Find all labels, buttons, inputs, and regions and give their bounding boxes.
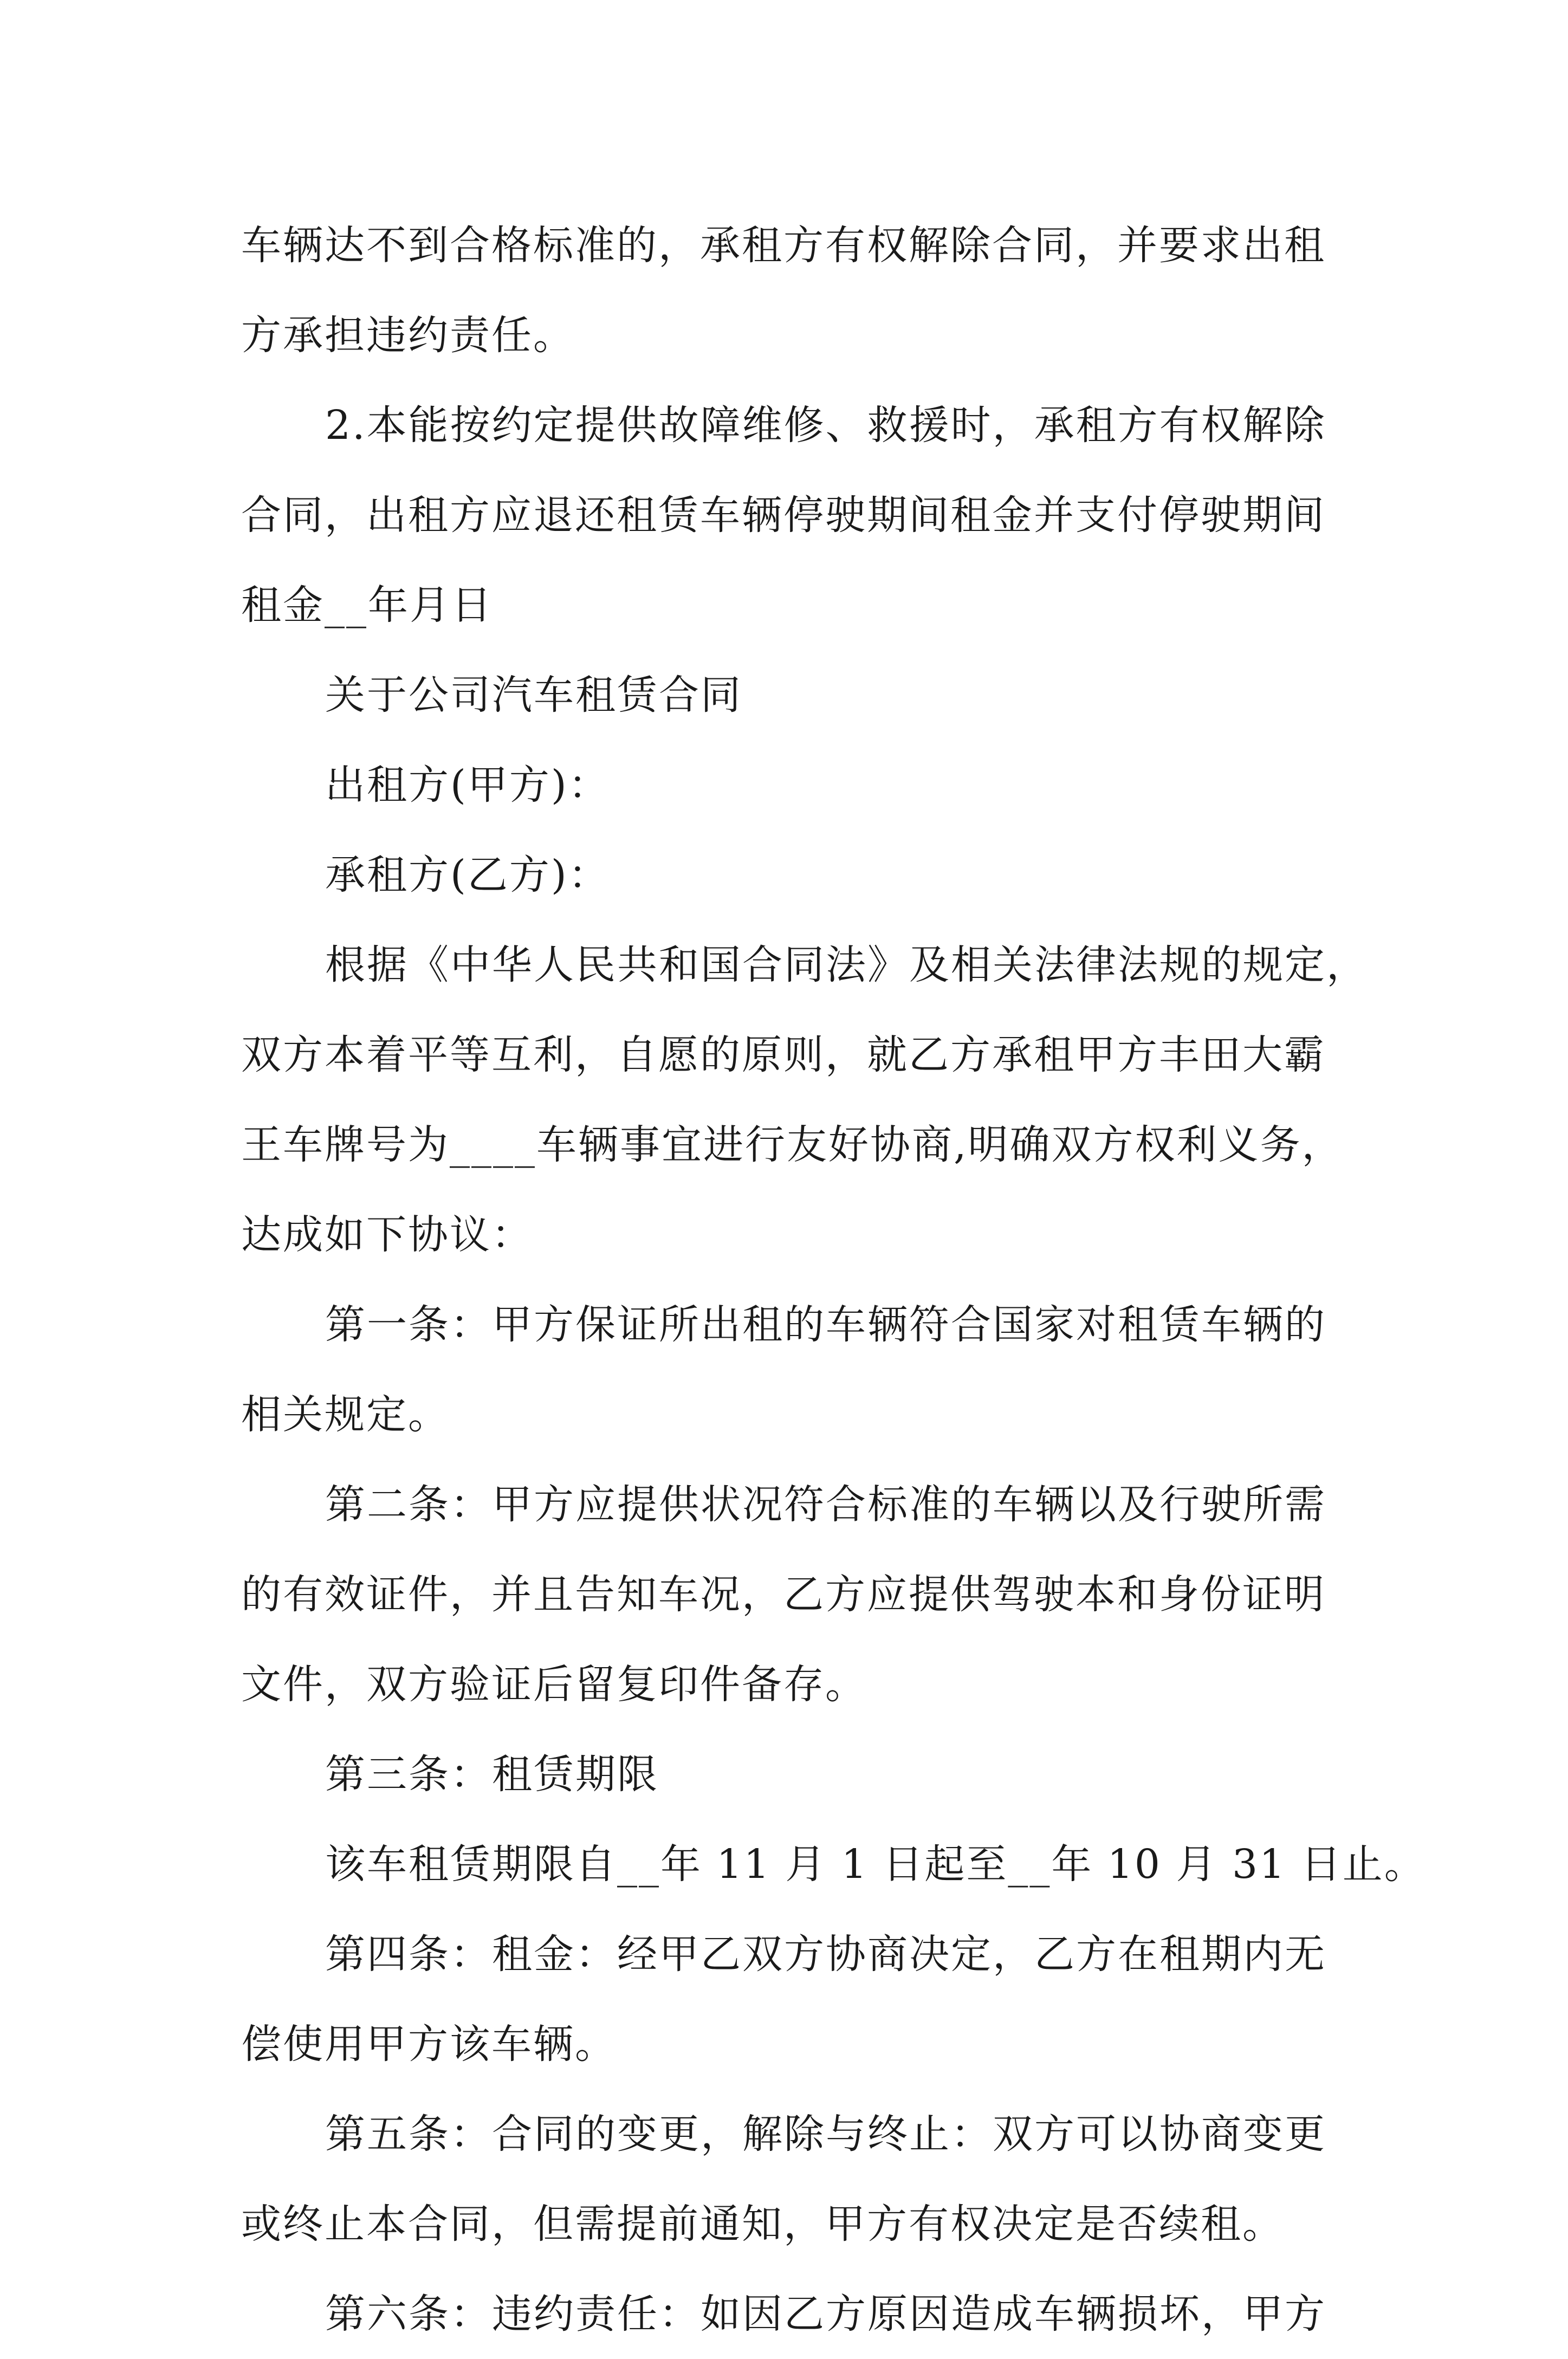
lessee-label: 承租方(乙方)： (325, 852, 610, 898)
paragraph-line: 文件，双方验证后留复印件备存。 (241, 1661, 867, 1708)
article-6-line: 第六条：违约责任：如因乙方原因造成车辆损坏，甲方 (325, 2291, 1326, 2337)
article-3-line: 第三条：租赁期限 (325, 1751, 659, 1798)
paragraph-line: 双方本着平等互利，自愿的原则，就乙方承租甲方丰田大霸 (241, 1032, 1326, 1078)
paragraph-line: 达成如下协议： (241, 1211, 533, 1258)
paragraph-line: 的有效证件，并且告知车况，乙方应提供驾驶本和身份证明 (241, 1571, 1326, 1618)
document-body (241, 200, 1426, 2359)
paragraph-line: 方承担违约责任。 (241, 312, 575, 359)
lessor-label: 出租方(甲方)： (325, 762, 610, 808)
paragraph-line: 或终止本合同，但需提前通知，甲方有权决定是否续租。 (241, 2201, 1284, 2247)
paragraph-line: 合同，出租方应退还租赁车辆停驶期间租金并支付停驶期间 (241, 492, 1326, 539)
paragraph-line: 偿使用甲方该车辆。 (241, 2021, 617, 2068)
paragraph-line: 2.本能按约定提供故障维修、救援时，承租方有权解除 (325, 402, 1326, 449)
paragraph-line: 王车牌号为____车辆事宜进行友好协商,明确双方权利义务， (241, 1122, 1344, 1168)
paragraph-line: 相关规定。 (241, 1391, 450, 1438)
article-4-line: 第四条：租金：经甲乙双方协商决定，乙方在租期内无 (325, 1931, 1326, 1978)
article-5-line: 第五条：合同的变更，解除与终止：双方可以协商变更 (325, 2111, 1326, 2157)
paragraph-line: 车辆达不到合格标准的，承租方有权解除合同，并要求出租 (241, 222, 1326, 269)
paragraph-line: 根据《中华人民共和国合同法》及相关法律法规的规定， (325, 942, 1368, 988)
article-1-line: 第一条：甲方保证所出租的车辆符合国家对租赁车辆的 (325, 1301, 1326, 1348)
paragraph-line: 租金__年月日 (241, 582, 493, 628)
article-2-line: 第二条：甲方应提供状况符合标准的车辆以及行驶所需 (325, 1481, 1326, 1528)
paragraph-line: 该车租赁期限自__年 11 月 1 日起至__年 10 月 31 日止。 (325, 1841, 1426, 1888)
contract-title: 关于公司汽车租赁合同 (325, 672, 742, 718)
